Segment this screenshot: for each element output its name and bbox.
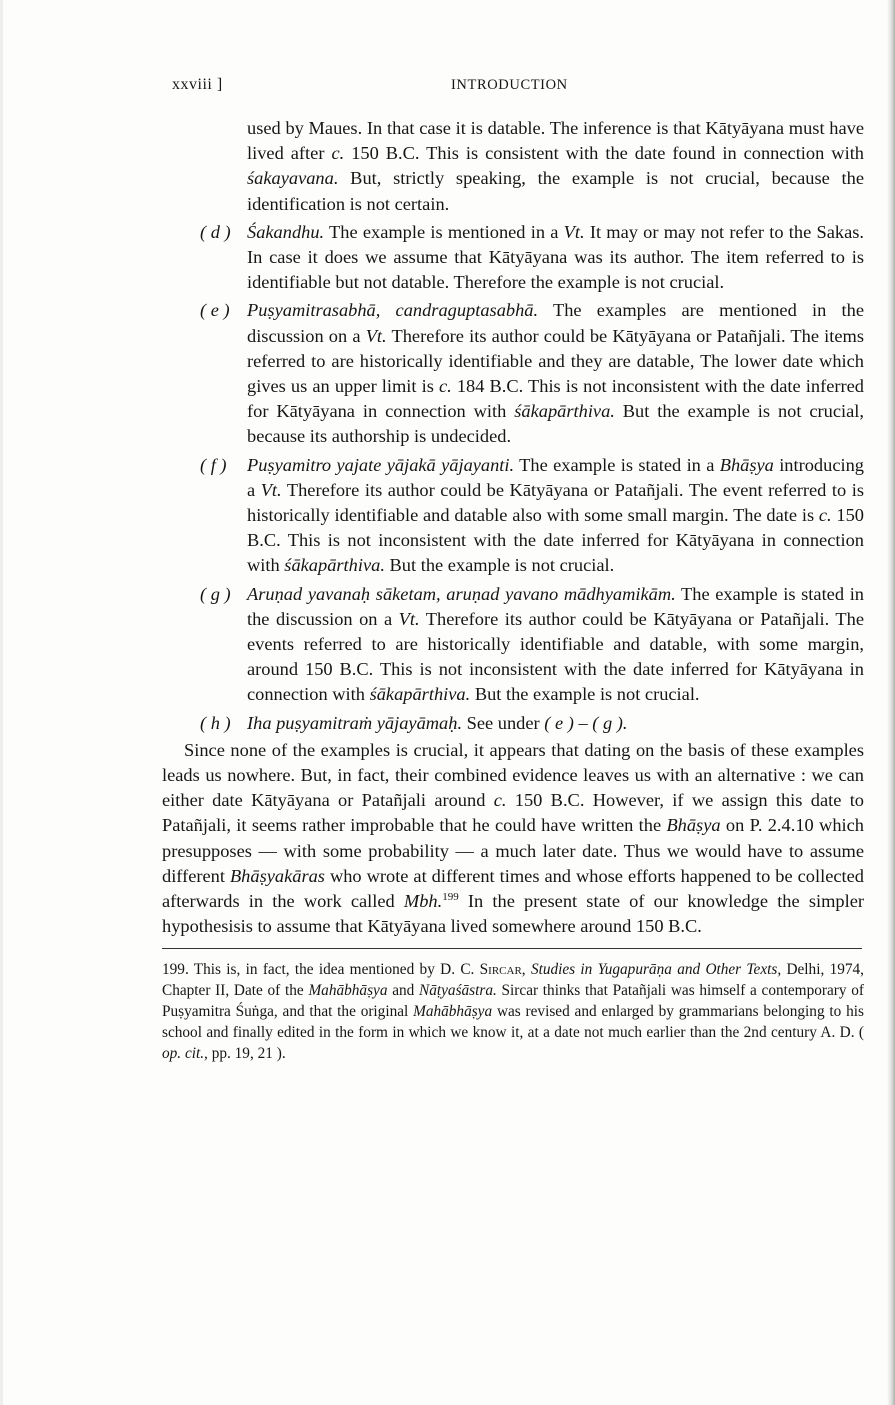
item-heading: Śakandhu. — [247, 221, 325, 242]
scan-right-edge — [887, 0, 895, 1405]
text-run: But the example is not crucial. — [470, 684, 700, 705]
text-run: In the present state of our knowledge the simpler hypothesisis to assume that Kātyāyana lived somewhere around 150 B.C. — [162, 891, 864, 937]
op-cit: op. cit., — [162, 1045, 208, 1063]
item-heading: Aruṇad yavanaḥ sāketam, aruṇad yavano mādhyamikām. — [247, 583, 676, 604]
page-body — [162, 116, 864, 1065]
book-title: Studies in Yugapurāṇa and Other Texts, — [530, 960, 782, 978]
item-label: ( d ) — [200, 221, 231, 242]
sanskrit-term: śakayavana. — [247, 168, 339, 189]
footnote-marker: 199 — [442, 891, 459, 904]
conclusion-paragraph — [162, 738, 864, 940]
text-run: used by Maues. In that case it is datable. The inference is that Kātyāyana must have lived after — [247, 118, 864, 164]
circa: c. — [493, 790, 507, 811]
text-run: But, strictly speaking, the example is not crucial, because the identification is not certain. — [247, 168, 864, 214]
text-run: The example is mentioned in a — [324, 221, 564, 242]
text-run: 184 B.C. This is not inconsistent with the date inferred for Kātyāyana in connection with — [247, 376, 864, 422]
work-title: Nāṭyaśāstra. — [419, 981, 497, 999]
footnote-199 — [162, 959, 864, 1065]
sanskrit-term: śākapārthiva. — [369, 684, 471, 705]
text-run: Sircar thinks that Patañjali was himself a contemporary of Puṣyamitra Śuṅga, and that the original — [162, 981, 864, 1020]
vt-abbrev: Vt. — [563, 221, 585, 242]
list-item-d — [162, 220, 864, 296]
author-name: Sircar, — [479, 960, 526, 978]
text-run: introducing a — [247, 454, 864, 500]
bhasya-term: Bhāṣya — [719, 454, 774, 475]
text-run: 150 B.C. However, if we assign this date to Patañjali, it seems rather improbable that he could have written the — [162, 790, 864, 836]
text-run: Since none of the examples is crucial, it appears that dating on the basis of these examples leads us nowhere. But, in fact, their combined evidence leaves us with an alternative : we can either date Kātyāyana or Patañjali around — [162, 739, 864, 811]
vt-abbrev: Vt. — [260, 479, 282, 500]
item-label: ( e ) — [200, 300, 230, 321]
text-run: 199. This is, in fact, the idea mentioned by D. C. — [162, 960, 480, 978]
sanskrit-term: śākapārthiva. — [514, 401, 615, 422]
circa: c. — [331, 143, 345, 164]
list-item-e — [162, 298, 864, 449]
circa: c. — [818, 505, 832, 526]
text-run: and — [387, 981, 420, 999]
page-number: xxviii ] — [172, 76, 223, 93]
continuation-text — [162, 116, 864, 217]
footnote-divider — [162, 948, 862, 949]
text-run: Therefore its author could be Kātyāyana or Patañjali. The event referred to is historically identifiable and datable also with some small margin. The date is — [247, 479, 864, 526]
circa: c. — [438, 376, 452, 397]
text-run: The example is stated in the discussion on a — [247, 583, 864, 629]
text-run: But the example is not crucial. — [384, 555, 615, 576]
text-run: 150 B.C. This is consistent with the date found in connection with — [344, 143, 864, 164]
item-label: ( h ) — [200, 712, 231, 733]
page-header — [172, 76, 862, 98]
bhasya-term: Bhāṣya — [666, 815, 721, 836]
list-item-g — [162, 582, 864, 708]
scan-left-edge — [0, 0, 3, 1405]
text-run: It may or may not refer to the Sakas. In case it does we assume that Kātyāyana was its author. The item referred to is identifiable but not datable. Therefore the example is not crucial. — [247, 221, 865, 293]
sanskrit-term: śākapārthiva. — [284, 555, 385, 576]
work-title: Mahābhāṣya — [308, 981, 388, 999]
list-item-f — [162, 453, 864, 579]
text-run: The examples are mentioned in the discussion on a — [247, 300, 864, 346]
text-run: Delhi, 1974, Chapter II, Date of the — [162, 960, 864, 999]
text-run: See under — [462, 712, 545, 733]
vt-abbrev: Vt. — [365, 325, 387, 346]
text-run: pp. 19, 21 ). — [207, 1045, 286, 1063]
text-run: Therefore its author could be Kātyāyana or Patañjali. The items referred to are historically identifiable and they are datable, The lower date which gives us an upper limit is — [247, 325, 865, 397]
text-run: But the example is not crucial, because its authorship is undecided. — [247, 401, 864, 447]
text-run: 150 B.C. This is not inconsistent with the date inferred for Kātyāyana in connection with — [247, 505, 864, 576]
list-item-h — [162, 711, 864, 736]
item-label: ( g ) — [200, 583, 231, 604]
work-title: Mahābhāṣya — [413, 1002, 493, 1020]
item-heading: Puṣyamitro yajate yājakā yājayanti. — [247, 454, 515, 475]
text-run: on P. 2.4.10 which presupposes — with some probability — a much later date. Thus we would have to assume different — [162, 815, 864, 886]
item-label: ( f ) — [200, 454, 227, 475]
cross-reference: ( e ) – ( g ). — [544, 712, 628, 733]
text-run: Therefore its author could be Kātyāyana or Patañjali. The events referred to are historically identifiable and datable, with some margin, around 150 B.C. This is not inconsistent with the date inferred for Kātyāyana in connection with — [247, 608, 864, 705]
text-run: was revised and enlarged by grammarians belonging to his school and finally edited in the form in which we know it, at a date not much earlier than the 2nd century A. D. ( — [162, 1002, 864, 1042]
item-heading: Iha puṣyamitraṁ yājayāmaḥ. — [247, 712, 463, 733]
text-run: who wrote at different times and whose efforts happened to be collected afterwards in the work called — [162, 865, 864, 912]
mbh-abbrev: Mbh. — [403, 891, 443, 912]
text-run: The example is stated in a — [514, 454, 720, 475]
bhasyakaras-term: Bhāṣyakāras — [229, 865, 325, 886]
item-heading: Puṣyamitrasabhā, candraguptasabhā. — [247, 300, 539, 321]
running-title: INTRODUCTION — [451, 77, 568, 93]
vt-abbrev: Vt. — [398, 608, 420, 629]
